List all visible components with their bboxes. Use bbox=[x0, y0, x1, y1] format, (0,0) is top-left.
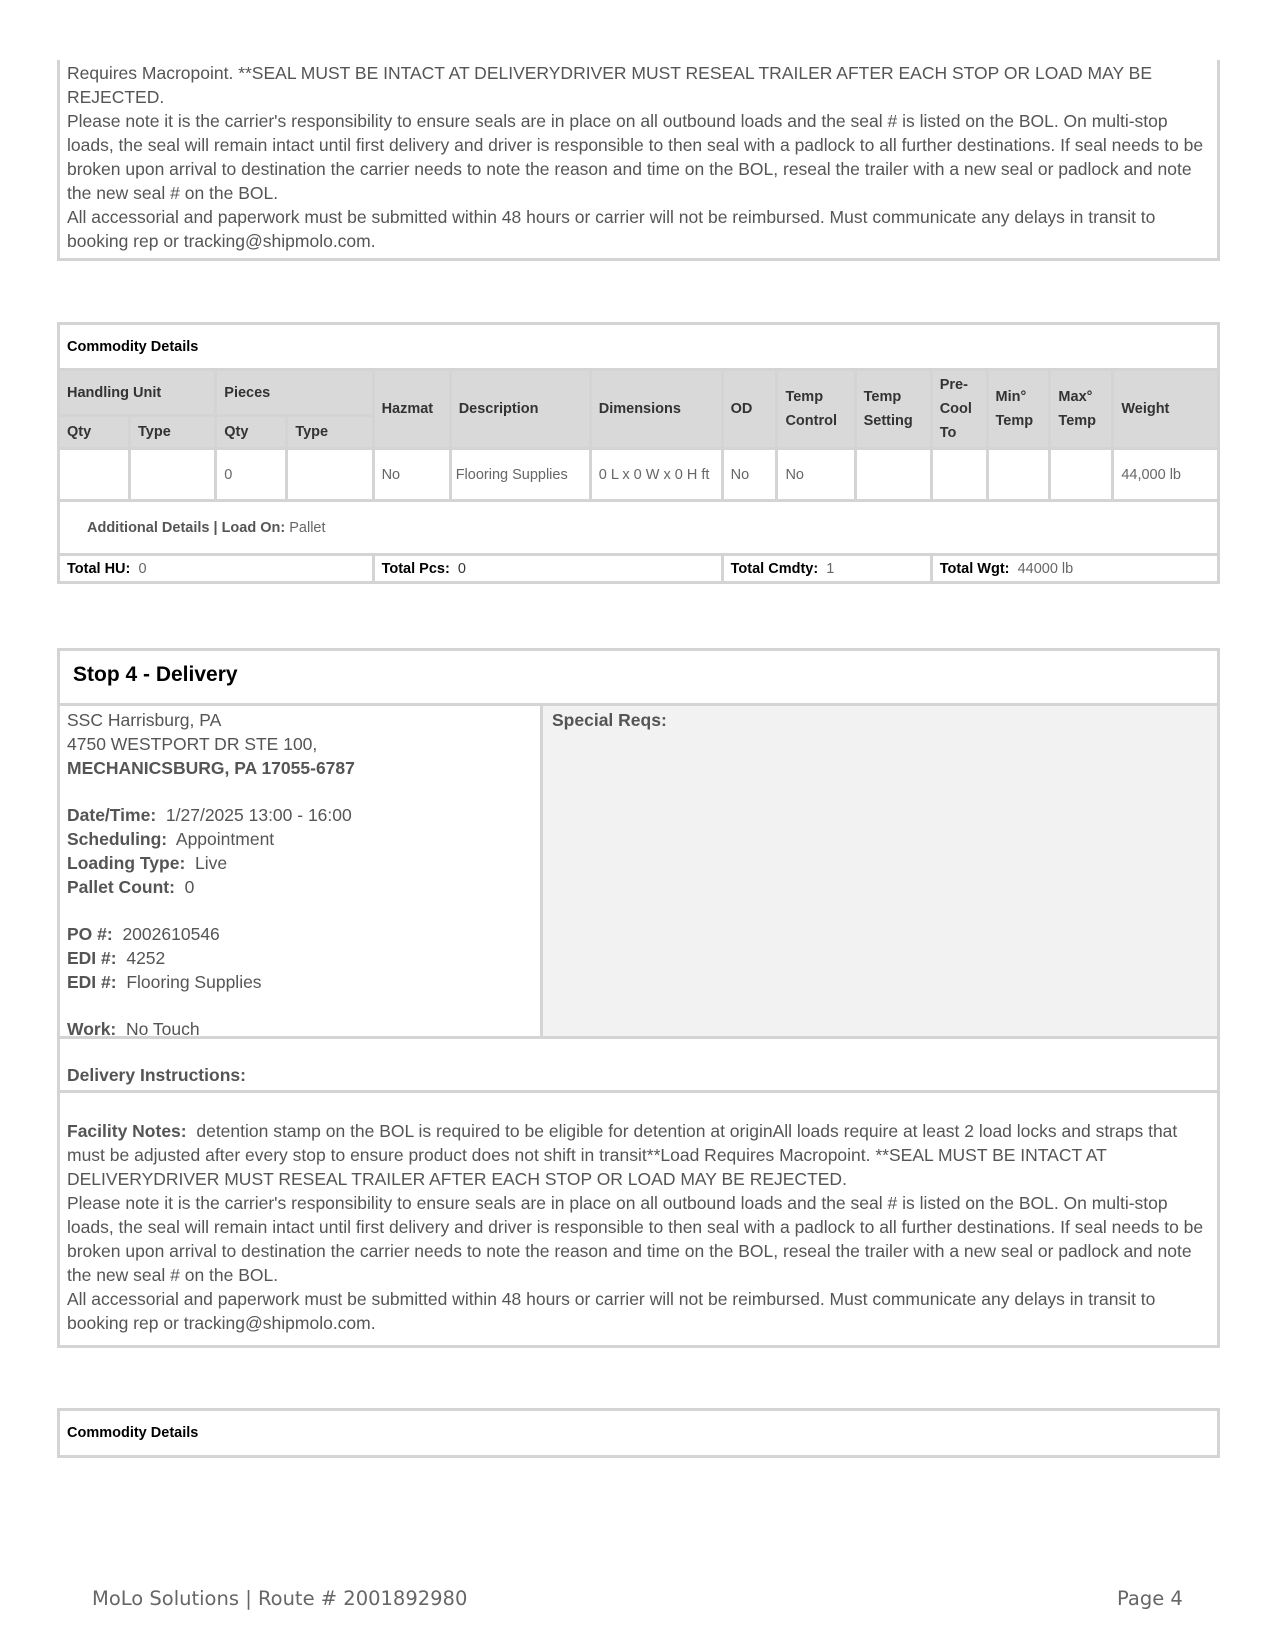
weight-header: Weight bbox=[1113, 370, 1219, 449]
page-number: Page 4 bbox=[1117, 1587, 1183, 1610]
facility-name: SSC Harrisburg, PA bbox=[67, 710, 222, 730]
hazmat-header: Hazmat bbox=[373, 370, 450, 449]
hu-qty-header: Qty bbox=[59, 416, 130, 449]
seal-note: Please note it is the carrier's responsibility to ensure seals are in place on all outbound loads and the seal # is listed on the BOL. On multi-stop loads, the seal will remain intact until first delivery and driver is responsible to then seal with a padlock to all further destinations. If seal needs to be broken upon arrival to destination the carrier needs to note the reason and time on the BOL, reseal the trailer with a new seal or padlock and note the new seal # on the BOL. bbox=[67, 111, 1204, 203]
min-temp-header: Min° Temp bbox=[987, 370, 1050, 449]
facility-notes-text: Facility Notes: detention stamp on the BOL is required to be eligible for detention at originAll loads require at least 2 load locks and straps that must be adjusted after every stop to ensure product does not shift in transit**Load Requires Macropoint. **SEAL MUST BE INTACT AT DELIVERYDRIVER MUST RESEAL TRAILER AFTER EACH STOP OR LOAD MAY BE REJECTED. bbox=[67, 1121, 1178, 1189]
temp-control-cell: No bbox=[777, 449, 855, 501]
total-wgt: Total Wgt: 44000 lb bbox=[931, 555, 1218, 583]
city-state-zip: MECHANICSBURG, PA 17055-6787 bbox=[67, 758, 355, 778]
stop-details bbox=[60, 706, 543, 1039]
hazmat-cell: No bbox=[373, 449, 450, 501]
stop-title: Stop 4 - Delivery bbox=[60, 651, 1217, 706]
pcs-qty-header: Qty bbox=[216, 416, 287, 449]
pcs-type-header: Type bbox=[287, 416, 373, 449]
dimensions-header: Dimensions bbox=[590, 370, 722, 449]
pre-cool-header: Pre-Cool To bbox=[931, 370, 987, 449]
hu-type-cell bbox=[130, 449, 216, 501]
od-header: OD bbox=[722, 370, 777, 449]
stop-4-section bbox=[57, 648, 1220, 1348]
special-reqs-label: Special Reqs: bbox=[552, 710, 667, 730]
hu-qty-cell bbox=[59, 449, 130, 501]
edi-row: EDI #: 4252 bbox=[67, 948, 166, 968]
macropoint-note: Requires Macropoint. **SEAL MUST BE INTACT AT DELIVERYDRIVER MUST RESEAL TRAILER AFTER EACH STOP OR LOAD MAY BE REJECTED. bbox=[67, 63, 1153, 107]
work-row: Work: No Touch bbox=[67, 1019, 200, 1039]
special-reqs-panel bbox=[543, 706, 1217, 1036]
loading-type-row: Loading Type: Live bbox=[67, 853, 228, 873]
scheduling-row: Scheduling: Appointment bbox=[67, 829, 275, 849]
temp-setting-cell bbox=[855, 449, 931, 501]
pallet-count-row: Pallet Count: 0 bbox=[67, 877, 195, 897]
facility-notes bbox=[60, 1093, 1217, 1335]
hu-type-header: Type bbox=[130, 416, 216, 449]
total-hu: Total HU: 0 bbox=[59, 555, 374, 583]
notes-continuation bbox=[57, 60, 1220, 261]
load-on-value: Pallet bbox=[289, 519, 326, 536]
temp-setting-header: Temp Setting bbox=[855, 370, 931, 449]
weight-cell: 44,000 lb bbox=[1113, 449, 1219, 501]
table-row bbox=[59, 449, 1219, 501]
address-line: 4750 WESTPORT DR STE 100, bbox=[67, 734, 318, 754]
pre-cool-cell bbox=[931, 449, 987, 501]
temp-control-header: Temp Control bbox=[777, 370, 855, 449]
total-cmdty: Total Cmdty: 1 bbox=[722, 555, 931, 583]
dimensions-cell: 0 L x 0 W x 0 H ft bbox=[590, 449, 722, 501]
commodity-details-table bbox=[57, 322, 1220, 587]
max-temp-header: Max° Temp bbox=[1050, 370, 1113, 449]
commodity-details-title: Commodity Details bbox=[57, 1408, 1220, 1458]
total-pcs: Total Pcs: 0 bbox=[373, 555, 722, 583]
accessorial-note: All accessorial and paperwork must be submitted within 48 hours or carrier will not be reimbursed. Must communicate any delays in transit to booking rep or tracking@shipmolo.com. bbox=[67, 207, 1156, 251]
pieces-header: Pieces bbox=[216, 370, 373, 416]
seal-note: Please note it is the carrier's responsibility to ensure seals are in place on all outbound loads and the seal # is listed on the BOL. On multi-stop loads, the seal will remain intact until first delivery and driver is responsible to then seal with a padlock to all further destinations. If seal needs to be broken upon arrival to destination the carrier needs to note the reason and time on the BOL, reseal the trailer with a new seal or padlock and note the new seal # on the BOL. bbox=[67, 1193, 1204, 1285]
delivery-instructions-label: Delivery Instructions: bbox=[60, 1039, 1217, 1093]
edi-row: EDI #: Flooring Supplies bbox=[67, 972, 262, 992]
description-header: Description bbox=[450, 370, 590, 449]
accessorial-note: All accessorial and paperwork must be submitted within 48 hours or carrier will not be reimbursed. Must communicate any delays in transit to booking rep or tracking@shipmolo.com. bbox=[67, 1289, 1156, 1333]
max-temp-cell bbox=[1050, 449, 1113, 501]
footer-route: MoLo Solutions | Route # 2001892980 bbox=[92, 1587, 468, 1610]
pcs-qty-cell: 0 bbox=[216, 449, 287, 501]
po-row: PO #: 2002610546 bbox=[67, 924, 220, 944]
od-cell: No bbox=[722, 449, 777, 501]
min-temp-cell bbox=[987, 449, 1050, 501]
commodity-details-title: Commodity Details bbox=[59, 324, 1219, 370]
datetime-row: Date/Time: 1/27/2025 13:00 - 16:00 bbox=[67, 805, 352, 825]
description-cell: Flooring Supplies bbox=[450, 449, 590, 501]
additional-details bbox=[59, 501, 1219, 555]
handling-unit-header: Handling Unit bbox=[59, 370, 216, 416]
additional-details-label: Additional Details | Load On: bbox=[87, 519, 286, 536]
pcs-type-cell bbox=[287, 449, 373, 501]
